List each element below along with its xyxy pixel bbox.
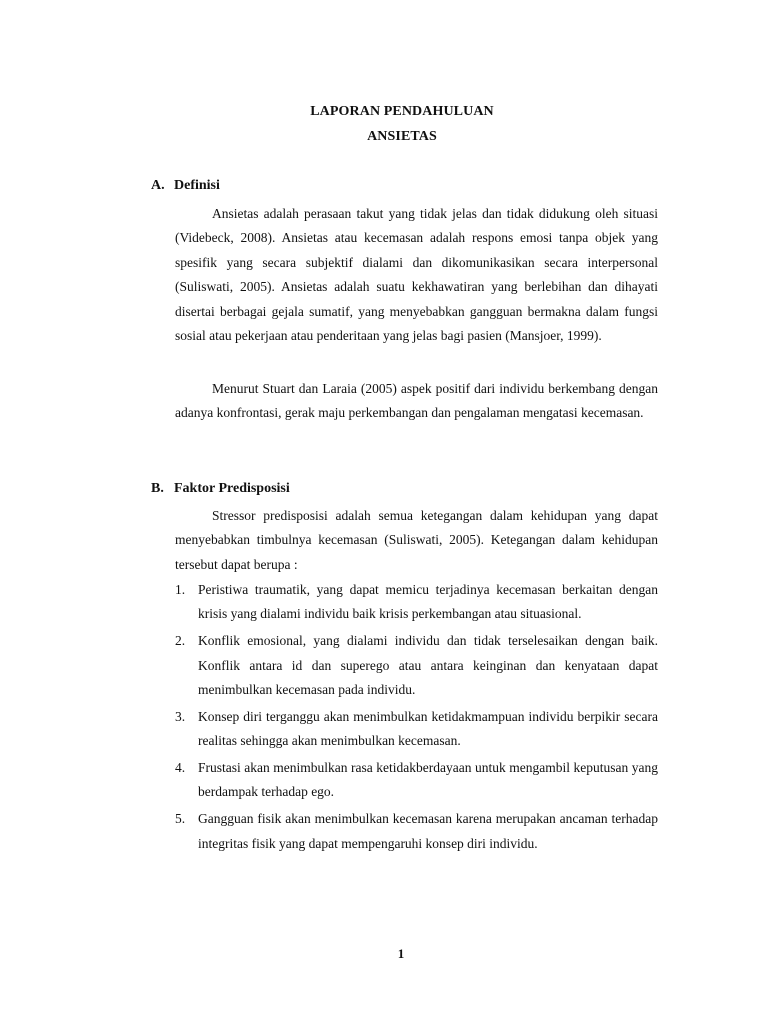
paragraph: Menurut Stuart dan Laraia (2005) aspek positif dari individu berkembang dengan adanya konfrontasi, gerak maju perkembangan dan pengalaman mengatasi kecemasan. — [175, 381, 658, 421]
list-item-text: Gangguan fisik akan menimbulkan kecemasan karena merupakan ancaman terhadap integritas fisik yang dapat mempengaruhi konsep diri individu. — [198, 811, 658, 851]
list-item-text: Peristiwa traumatik, yang dapat memicu terjadinya kecemasan berkaitan dengan krisis yang dialami individu baik krisis perkembangan atau situasional. — [198, 582, 658, 622]
document-subtitle: ANSIETAS — [367, 129, 437, 144]
paragraph: Stressor predisposisi adalah semua ketegangan dalam kehidupan yang dapat menyebabkan timbulnya kecemasan (Suliswati, 2005). Ketegangan dalam kehidupan tersebut dapat berupa : — [175, 508, 658, 572]
paragraph: Ansietas adalah perasaan takut yang tidak jelas dan tidak didukung oleh situasi (Videbeck, 2008). Ansietas atau kecemasan adalah respons emosi tanpa objek yang spesifik yang secara subjektif dialami dan dikomunikasikan secara interpersonal (Suliswati, 2005). Ansietas adalah suatu kekhawatiran yang berlebihan dan dihayati disertai berbagai gejala sumatif, yang menyebabkan gangguan bermakna dalam fungsi sosial atau pekerjaan atau penderitaan yang jelas bagi pasien (Mansjoer, 1999). — [175, 206, 658, 344]
list-item-text: Konflik emosional, yang dialami individu dan tidak terselesaikan dengan baik. Konflik antara id dan superego atau antara keinginan dan kenyataan dapat menimbulkan kecemasan pada individu. — [198, 633, 658, 698]
list-item — [175, 807, 658, 856]
list-number: 3. — [175, 708, 186, 724]
list-item — [175, 705, 658, 754]
list-number: 2. — [175, 633, 186, 649]
list-number: 4. — [175, 760, 186, 776]
document-title: LAPORAN PENDAHULUAN — [310, 104, 494, 119]
section-heading-text: Faktor Predisposisi — [174, 481, 290, 496]
numbered-list — [175, 578, 658, 858]
page-number: 1 — [397, 946, 405, 961]
list-item-text: Konsep diri terganggu akan menimbulkan ketidakmampuan individu berpikir secara realitas sehingga akan menimbulkan kecemasan. — [198, 708, 658, 749]
list-item — [175, 629, 658, 702]
list-number: 1. — [175, 582, 186, 597]
list-item — [175, 756, 658, 805]
section-letter: A. — [151, 178, 165, 193]
list-item-text: Frustasi akan menimbulkan rasa ketidakberdayaan untuk mengambil keputusan yang berdampak terhadap ego. — [198, 760, 658, 800]
section-heading-text: Definisi — [174, 178, 220, 193]
section-letter: B. — [151, 481, 164, 496]
list-number: 5. — [175, 811, 186, 827]
list-item — [175, 578, 658, 627]
